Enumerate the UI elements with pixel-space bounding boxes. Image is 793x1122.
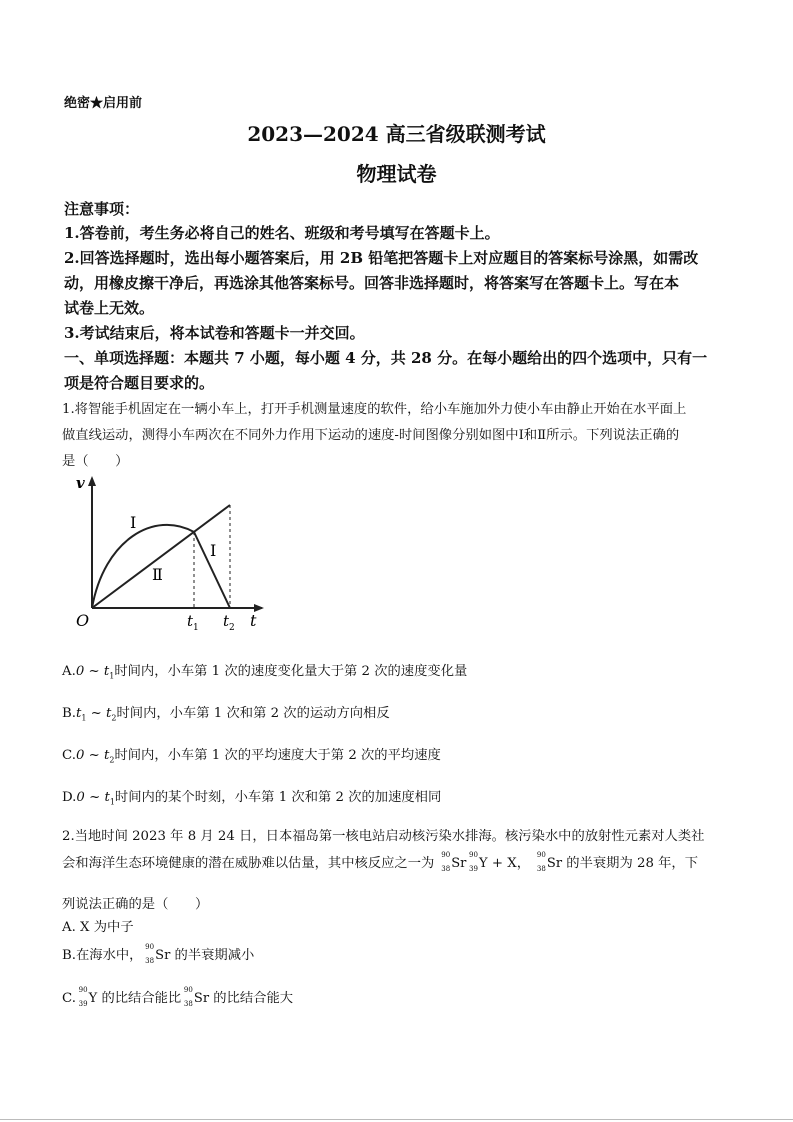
q1-text: 是（ ） xyxy=(62,454,129,469)
page-bottom-border xyxy=(0,1119,793,1120)
note-line: 3.考试结束后，将本试卷和答题卡一并交回。 xyxy=(64,324,365,342)
t2-label: t xyxy=(223,612,230,630)
confidential-label: 绝密★启用前 xyxy=(64,96,143,111)
t-label: t xyxy=(250,611,257,630)
section-heading: 项是符合题目要求的。 xyxy=(64,374,215,392)
q1-option-c: C.0 ~ $t_2$时间内，小车第 1 次的平均速度大于第 2 次的平均速度 xyxy=(62,748,441,765)
t1-sub: 1 xyxy=(193,623,199,633)
q1-option-d: D.0 ~ $t_1$时间内的某个时刻，小车第 1 次和第 2 次的加速度相同 xyxy=(62,790,442,807)
q2-text: 列说法正确的是（ ） xyxy=(62,897,209,912)
exam-title: 2023—2024 高三省级联测考试 xyxy=(247,122,546,146)
q2-text: 会和海洋生态环境健康的潜在威胁难以估量，其中核反应之一为 90 38 Sr 90 39 Y + X， 90 38 Sr 的半衰期为 28 年，下 xyxy=(62,851,699,873)
q2-option-b: B.在海水中， 90 38 Sr 的半衰期减小 xyxy=(62,943,255,965)
t2-sub: 2 xyxy=(229,623,235,633)
q2-option-a: A. X 为中子 xyxy=(62,920,134,935)
note-line: 2.回答选择题时，选出每小题答案后，用 2B 铅笔把答题卡上对应题目的答案标号涂黑，如需改 xyxy=(64,249,699,267)
q2-option-c: C. 90 39 Y 的比结合能比 90 38 Sr 的比结合能大 xyxy=(62,986,294,1008)
q1-option-b: $B.t_1$ ~ $t_2$时间内，小车第 1 次和第 2 次的运动方向相反 xyxy=(62,706,390,723)
t1-label: t xyxy=(187,612,194,630)
v-label: v xyxy=(76,474,85,492)
note-line: 动，用橡皮擦干净后，再选涂其他答案标号。回答非选择题时，将答案写在答题卡上。写在本 xyxy=(64,274,680,292)
note-line: 试卷上无效。 xyxy=(64,299,155,317)
note-line: 1.答卷前，考生务必将自己的姓名、班级和考号填写在答题卡上。 xyxy=(64,224,500,242)
curve-I-label-2: Ⅰ xyxy=(210,541,217,560)
section-heading: 一、单项选择题：本题共 7 小题，每小题 4 分，共 28 分。在每小题给出的四个选项中，只有一 xyxy=(64,349,708,367)
v-arrow xyxy=(88,476,96,486)
q2-text: 2.当地时间 2023 年 8 月 24 日，日本福岛第一核电站启动核污染水排海。核污染水中的放射性元素对人类社 xyxy=(62,829,705,844)
exam-subtitle: 物理试卷 xyxy=(356,162,437,186)
q1-option-a: A.0 ~ $t_1$时间内，小车第 1 次的速度变化量大于第 2 次的速度变化量 xyxy=(62,664,468,681)
q1-text: 做直线运动，测得小车两次在不同外力作用下运动的速度-时间图像分别如图中Ⅰ和Ⅱ所示。下列说法正确的 xyxy=(62,428,680,443)
q1-text: 1.将智能手机固定在一辆小车上，打开手机测量速度的软件，给小车施加外力使小车由静止开始在水平面上 xyxy=(62,402,687,417)
line-II-label: Ⅱ xyxy=(152,565,163,584)
vt-graph xyxy=(64,470,264,640)
curve-I-label: Ⅰ xyxy=(130,513,137,532)
origin-label: O xyxy=(76,611,90,630)
notes-heading: 注意事项： xyxy=(64,200,140,218)
